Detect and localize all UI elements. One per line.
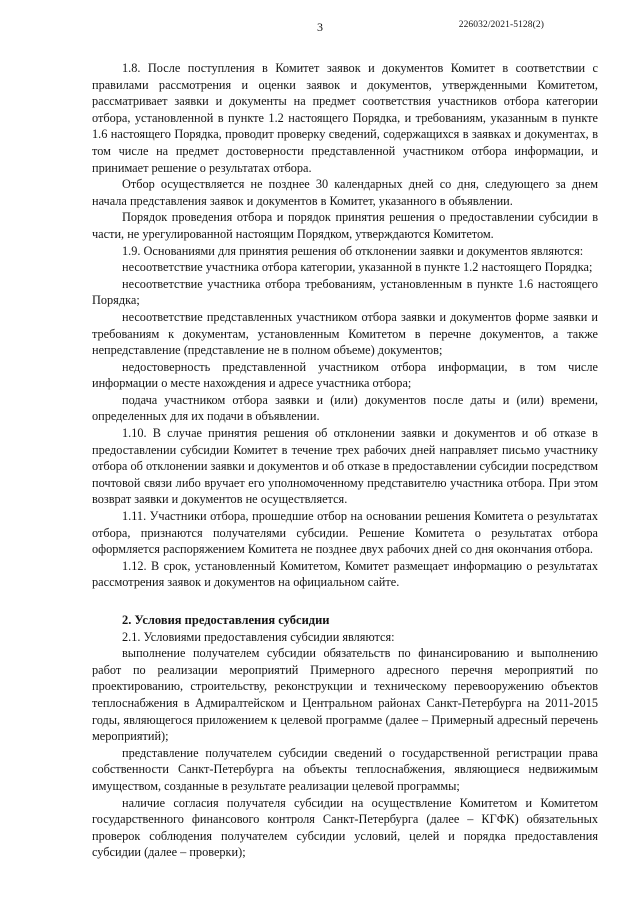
- page-number: 3: [317, 20, 323, 34]
- rejection-ground-unreliable-info: недостоверность представленной участником отбора информации, в том числе информации о месте нахождения и адресе участника отбора;: [92, 359, 598, 391]
- paragraph-1-12: 1.12. В срок, установленный Комитетом, Комитет размещает информацию о результатах рассмотрения заявок и документов на официальном сайте.: [92, 558, 598, 590]
- paragraph-selection-deadline: Отбор осуществляется не позднее 30 календарных дней со дня, следующего за днем начала представления заявок и документов в Комитет, указанного в объявлении.: [92, 177, 598, 208]
- paragraph-1-10: 1.10. В случае принятия решения об отклонении заявки и документов и об отказе в предоставлении субсидии Комитет в течение трех рабочих дней направляет письмо участнику отбора об отклонении заявки и документов и об отказе в предоставлении субсидии посредством почтовой связи либо вручает его уполномоченному представителю участника отбора. При этом возврат заявки и документов не осуществляется.: [92, 426, 598, 507]
- rejection-ground-late-submission: подача участником отбора заявки и (или) документов после даты и (или) времени, определенных для их подачи в объявлении.: [92, 392, 598, 424]
- rejection-ground-category: несоответствие участника отбора категории, указанной в пункте 1.2 настоящего Порядка;: [122, 260, 593, 275]
- section-title: 2. Условия предоставления субсидии: [122, 613, 330, 627]
- rejection-ground-requirements: несоответствие участника отбора требованиям, установленным в пункте 1.6 настоящего Порядка;: [92, 276, 598, 308]
- condition-inspection-consent: наличие согласия получателя субсидии на осуществление Комитетом и Комитетом государственного финансового контроля Санкт-Петербурга (далее – КГФК) обязательных проверок соблюдения получателем субсидии условий, целей и порядка предоставления субсидии (далее – проверки);: [92, 795, 598, 860]
- condition-ownership-info: представление получателем субсидии сведений о государственной регистрации права собственности Санкт-Петербурга на объекты теплоснабжения, являющиеся недвижимым имуществом, созданные в результате реализации целевой программы;: [92, 745, 598, 793]
- paragraph-1-9: 1.9. Основаниями для принятия решения об отклонении заявки и документов являются:: [122, 243, 584, 258]
- paragraph-procedure: Порядок проведения отбора и порядок принятия решения о предоставлении субсидии в части, не урегулированной настоящим Порядком, утверждаются Комитетом.: [92, 210, 598, 241]
- document-code: 226032/2021-5128(2): [458, 20, 544, 30]
- paragraph-1-11: 1.11. Участники отбора, прошедшие отбор на основании решения Комитета о результатах отбора, признаются получателями субсидии. Решение Комитета о результатах отбора оформляется распоряжением Комитета не позднее двух рабочих дней со дня окончания отбора.: [92, 509, 598, 557]
- paragraph-1-8: 1.8. После поступления в Комитет заявок и документов Комитет в соответствии с правилами рассмотрения и оценки заявок и документов, утвержденными Комитетом, рассматривает заявки и документы на предмет соответствия участников отбора категории отбора, установленной в пункте 1.2 настоящего Порядка, и требованиям, указанным в пункте 1.6 настоящего Порядка, проводит проверку сведений, содержащихся в заявках и документах, в том числе на предмет достоверности представленной участником отбора информации, и принимает решение о результатах отбора.: [92, 61, 598, 175]
- paragraph-2-1: 2.1. Условиями предоставления субсидии являются:: [122, 629, 395, 644]
- rejection-ground-documents: несоответствие представленных участником отбора заявки и документов форме заявки и требованиям к документам, установленным Комитетом в перечне документов, а также непредставление (представление не в полном объеме) документов;: [92, 309, 598, 358]
- condition-obligations: выполнение получателем субсидии обязательств по финансированию и выполнению работ по реализации мероприятий Примерного адресного перечня мероприятий по проектированию, строительству, реконструкции и техническому перевооружению объектов теплоснабжения в Адмиралтейском и Центральном районах Санкт-Петербурга на 2011-2015 годы, являющегося приложением к целевой программе (далее – Примерный адресный перечень мероприятий);: [92, 646, 598, 744]
- document-body: [92, 60, 598, 861]
